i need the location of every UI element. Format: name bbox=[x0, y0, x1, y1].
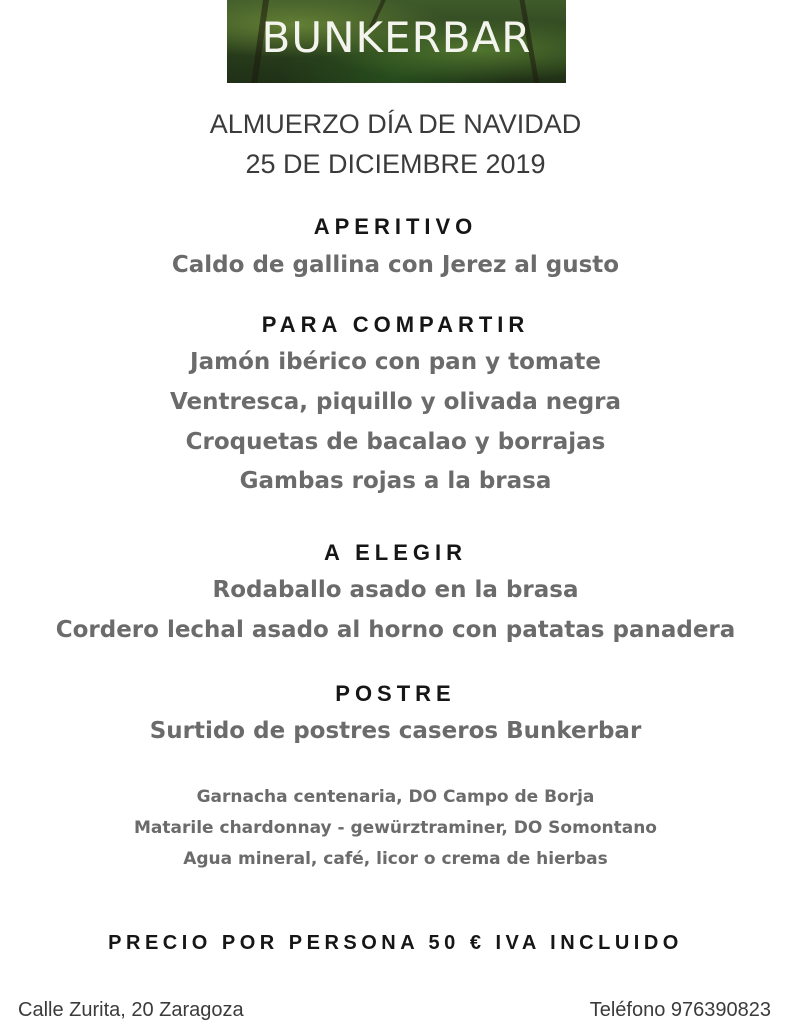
section-heading-a-elegir: A ELEGIR bbox=[323, 540, 468, 565]
dish-item: Gambas rojas a la brasa bbox=[239, 468, 552, 494]
price-line: PRECIO POR PERSONA 50 € IVA INCLUIDO bbox=[108, 932, 683, 954]
dish-item: Surtido de postres caseros Bunkerbar bbox=[149, 718, 642, 744]
drink-item: Agua mineral, café, licor o crema de hierbas bbox=[183, 849, 608, 869]
logo-text: BUNKERBAR bbox=[261, 13, 532, 62]
dish-item: Cordero lechal asado al horno con patatas panadera bbox=[55, 617, 736, 643]
dish-item: Rodaballo asado en la brasa bbox=[212, 577, 579, 603]
dish-item: Croquetas de bacalao y borrajas bbox=[185, 429, 606, 455]
section-heading-aperitivo: APERITIVO bbox=[313, 214, 478, 239]
section-heading-postre: POSTRE bbox=[335, 681, 456, 706]
footer-phone: Teléfono 976390823 bbox=[589, 999, 771, 1021]
drink-item: Matarile chardonnay - gewürztraminer, DO Somontano bbox=[134, 818, 657, 838]
dish-item: Ventresca, piquillo y olivada negra bbox=[169, 389, 622, 415]
dish-item: Caldo de gallina con Jerez al gusto bbox=[171, 252, 620, 278]
drink-item: Garnacha centenaria, DO Campo de Borja bbox=[196, 787, 595, 807]
dish-item: Jamón ibérico con pan y tomate bbox=[190, 349, 601, 375]
menu-date: 25 DE DICIEMBRE 2019 bbox=[245, 149, 546, 179]
menu-title: ALMUERZO DÍA DE NAVIDAD bbox=[209, 109, 582, 139]
section-heading-para-compartir: PARA COMPARTIR bbox=[261, 312, 530, 337]
bunkerbar-logo bbox=[227, 0, 566, 83]
footer-address: Calle Zurita, 20 Zaragoza bbox=[18, 999, 244, 1021]
